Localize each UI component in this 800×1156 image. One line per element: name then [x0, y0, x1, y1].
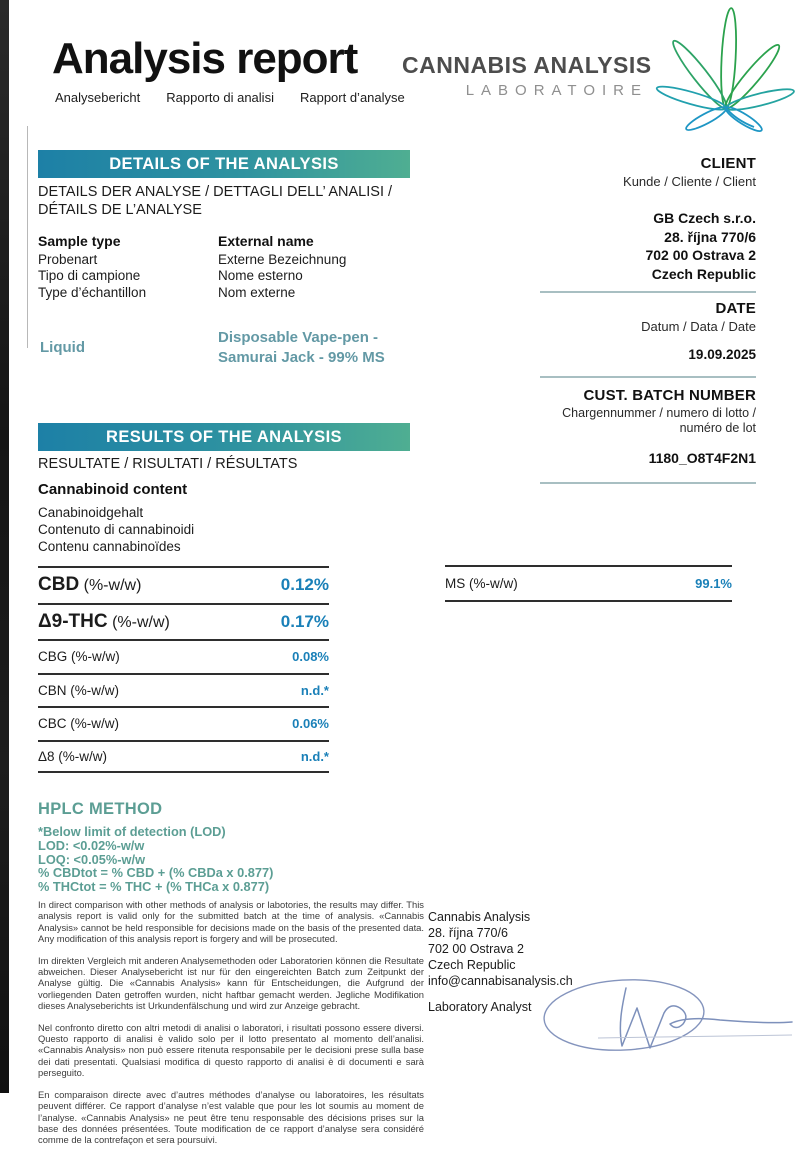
hplc-method-title: HPLC METHOD: [38, 800, 163, 818]
analyte-value: 0.06%: [292, 716, 329, 732]
client-address-line: 702 00 Ostrava 2: [645, 247, 756, 263]
table-row-cbn: [38, 673, 329, 707]
analyte-value: 0.08%: [292, 649, 329, 665]
analyte-value: 99.1%: [695, 576, 732, 591]
divider: [540, 482, 756, 484]
analyte-label: CBN (%-w/w): [38, 682, 120, 698]
divider: [540, 291, 756, 293]
lab-subname: LABORATOIRE: [465, 82, 648, 99]
client-address: [540, 209, 756, 283]
title-translations: [55, 90, 405, 105]
analyte-label: CBG (%-w/w): [38, 649, 120, 665]
scan-edge-artifact: [0, 0, 9, 1093]
divider: [540, 376, 756, 378]
disclaimer-de: Im direkten Vergleich mit anderen Analysemethoden oder Laboratorien können die Resultate abweichen. Dieser Analysebericht ist nur für den eingereichten Batch zum Zeitpunkt der Analyse gültig. Die «Cannabis Analysis» kann für Entscheidungen, die Aufgrund der vorliegenden Daten getroffen wurden, nicht haftbar gemacht werden. Jegliche Modifikation dieses Analyseberichts ist Urkundenfälschung und wird zur Anzeige gebracht.: [38, 954, 424, 1012]
disclaimer-fr: En comparaison directe avec d’autres méthodes d’analyse ou laboratoires, les résultats peuvent différer. Ce rapport d’analyse n’est valable que pour les lot soumis au moment de l’analyse. «Cannabis Analysis» ne peut être tenu responsable des décisions prises sur la base des données présentées. Toute modification de ce rapport d’analyse sera considéré comme de la contrefaçon et sera poursuivi.: [38, 1088, 424, 1146]
cannabinoid-content-title: Cannabinoid content: [38, 481, 188, 498]
external-name-block: [218, 233, 418, 301]
signature-icon: [540, 958, 800, 1070]
scan-fold-line: [27, 126, 28, 348]
lab-address-line: Cannabis Analysis: [428, 910, 531, 924]
batch-value: 1180_O8T4F2N1: [648, 450, 756, 466]
analyte-label: CBD (%-w/w): [38, 574, 142, 596]
details-banner-translations: DETAILS DER ANALYSE / DETTAGLI DELL’ ANALISI / DÉTAILS DE L’ANALYSE: [38, 184, 393, 219]
client-info-column: [540, 155, 756, 484]
client-label: CLIENT: [700, 155, 756, 172]
table-row-cbg: [38, 639, 329, 673]
analyte-value: 0.12%: [280, 575, 329, 595]
cannabinoid-table: [38, 566, 329, 773]
batch-label-translations: Chargennummer / numero di lotto / numéro de lot: [562, 406, 756, 435]
method-line: % CBDtot = % CBD + (% CBDa x 0.877): [38, 865, 274, 881]
analyte-value: 0.17%: [280, 611, 329, 631]
page-title: Analysis report: [52, 34, 358, 83]
external-name-label: External name: [218, 233, 314, 249]
external-name-translation-it: Nome esterno: [218, 268, 303, 284]
lab-email: info@cannabisanalysis.ch: [428, 974, 573, 988]
sample-type-block: [38, 233, 208, 301]
external-name-value: Disposable Vape-pen - Samurai Jack - 99% MS: [218, 329, 385, 366]
cannabis-leaf-icon: [648, 0, 798, 132]
sample-type-translation-de: Probenart: [38, 252, 98, 267]
client-address-line: 28. října 770/6: [664, 228, 756, 245]
hplc-method-block: [38, 800, 273, 894]
method-line: LOD: <0.02%-w/w: [38, 837, 145, 853]
disclaimer-paragraphs: [38, 899, 424, 1156]
table-row-cbc: [38, 706, 329, 740]
date-label-translations: Datum / Data / Date: [641, 319, 756, 334]
lab-address-line: 702 00 Ostrava 2: [428, 942, 524, 956]
cannabinoid-content-translations: [38, 504, 194, 555]
lab-address-line: Czech Republic: [428, 958, 516, 972]
sample-type-label: Sample type: [38, 233, 121, 249]
disclaimer-it: Nel confronto diretto con altri metodi di analisi o laboratori, i risultati possono essere diversi. Questo rapporto di analisi è valido solo per il lotto presentato al momento dell’analisi. «Cannabis Analysis» non può essere ritenuta responsabile per le decisioni prese sulla base dei dati presentati. Qualsiasi modifica di questo rapporto di analisi è di documenti e sarà perseguito.: [38, 1021, 424, 1079]
client-address-line: Czech Republic: [651, 265, 756, 282]
analyte-value: n.d.*: [300, 682, 329, 698]
title-translation-fr: Rapport d’analyse: [299, 90, 405, 105]
cannabinoid-translation-it: Contenuto di cannabinoidi: [38, 522, 195, 537]
results-banner: RESULTS OF THE ANALYSIS: [38, 423, 410, 451]
title-translation-it: Rapporto di analisi: [166, 90, 274, 105]
title-translation-de: Analysebericht: [55, 90, 141, 105]
client-address-line: GB Czech s.r.o.: [653, 210, 756, 226]
results-banner-translations: RESULTATE / RISULTATI / RÉSULTATS: [38, 456, 298, 472]
sample-type-translation-it: Tipo di campione: [38, 268, 141, 284]
method-line: % THCtot = % THC + (% THCa x 0.877): [38, 879, 270, 895]
table-row-d8: [38, 740, 329, 774]
ms-table: [445, 565, 732, 602]
client-label-translations: Kunde / Cliente / Client: [623, 174, 756, 189]
details-banner: DETAILS OF THE ANALYSIS: [38, 150, 410, 178]
analyte-value: n.d.*: [300, 748, 329, 764]
method-line: LOQ: <0.05%-w/w: [38, 851, 146, 867]
date-value: 19.09.2025: [688, 347, 756, 362]
analyte-label: Δ8 (%-w/w): [38, 748, 108, 764]
external-name-translation-fr: Nom externe: [218, 284, 296, 300]
analyte-label: MS (%-w/w): [445, 576, 518, 591]
lab-logo-text: [402, 52, 652, 99]
method-line: *Below limit of detection (LOD): [38, 824, 226, 839]
table-row-ms: [445, 565, 732, 602]
disclaimer-en: In direct comparison with other methods of analysis or labotories, the results may differ. This analysis report is valid only for the submitted batch at the time of analysis. «Cannabis Analysis» cannot be held responsible for decisions made on the basis of the presented data. Any modification of this analysis report is forgery and will be prosecuted.: [38, 899, 424, 945]
analyst-label: Laboratory Analyst: [428, 1000, 532, 1014]
lab-name: CANNABIS ANALYSIS: [402, 52, 652, 78]
sample-type-translation-fr: Type d’échantillon: [38, 284, 147, 300]
table-row-d9thc: [38, 603, 329, 640]
cannabinoid-translation-de: Canabinoidgehalt: [38, 505, 144, 520]
sample-type-value: Liquid: [40, 339, 85, 356]
analyte-label: CBC (%-w/w): [38, 716, 120, 732]
analyte-label: Δ9-THC (%-w/w): [38, 610, 170, 632]
batch-block: [540, 387, 756, 466]
lab-address-line: 28. října 770/6: [428, 926, 508, 940]
external-name-translation-de: Externe Bezeichnung: [218, 252, 347, 267]
date-label: DATE: [715, 300, 756, 317]
batch-label: CUST. BATCH NUMBER: [583, 387, 756, 404]
table-row-cbd: [38, 566, 329, 603]
cannabinoid-translation-fr: Contenu cannabinoïdes: [38, 539, 181, 554]
date-block: [540, 300, 756, 362]
